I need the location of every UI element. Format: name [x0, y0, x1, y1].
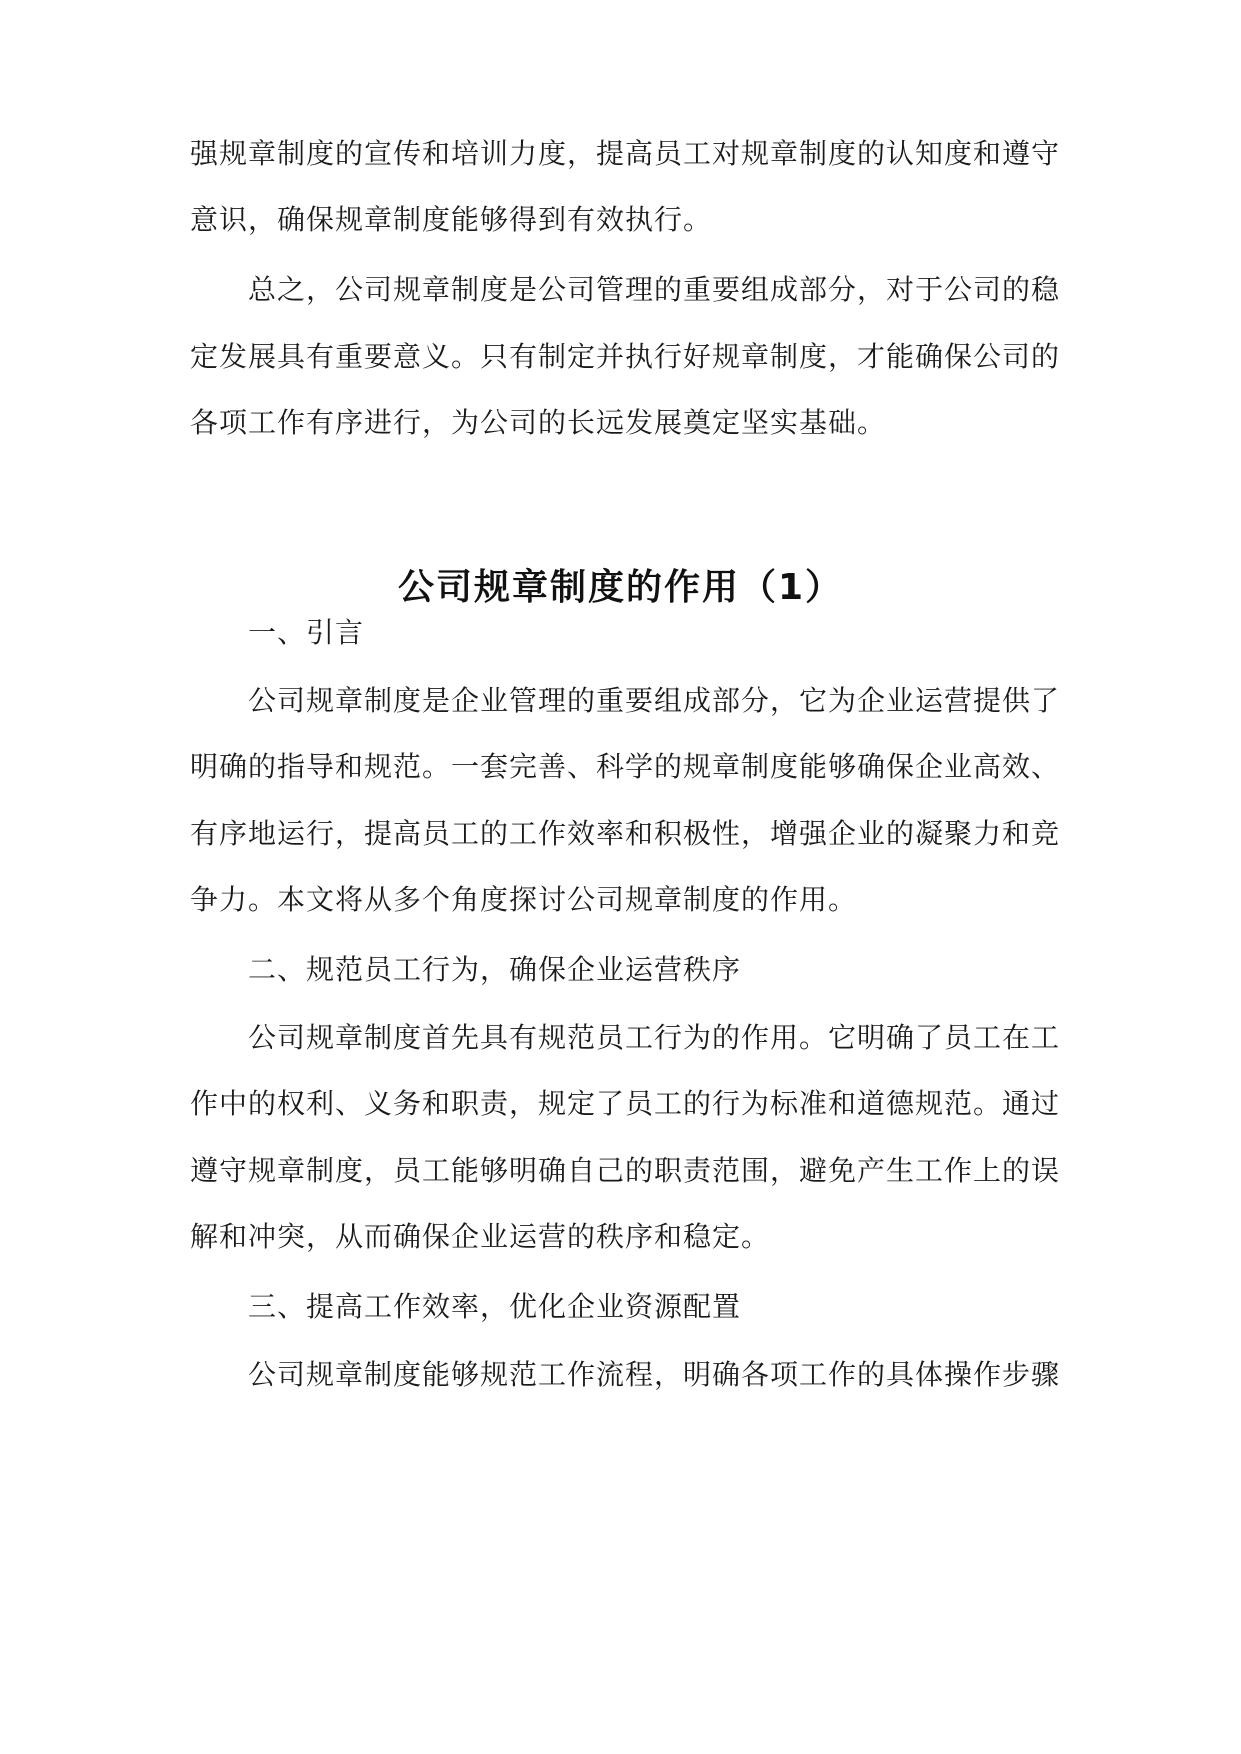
paragraph-line: 解和冲突，从而确保企业运营的秩序和稳定。	[190, 1220, 771, 1253]
paragraph-line: 强规章制度的宣传和培训力度，提高员工对规章制度的认知度和遵守	[190, 137, 1061, 170]
article-title: 公司规章制度的作用（1）	[397, 567, 844, 608]
paragraph-line: 遵守规章制度，员工能够明确自己的职责范围，避免产生工作上的误	[190, 1154, 1061, 1187]
paragraph-line: 公司规章制度是企业管理的重要组成部分，它为企业运营提供了	[248, 684, 1061, 717]
paragraph-line: 明确的指导和规范。一套完善、科学的规章制度能够确保企业高效、	[190, 750, 1061, 783]
section-heading-behavior: 二、规范员工行为，确保企业运营秩序	[248, 953, 742, 986]
section-heading-intro: 一、引言	[248, 616, 365, 649]
section-heading-efficiency: 三、提高工作效率，优化企业资源配置	[248, 1290, 742, 1323]
paragraph-line: 定发展具有重要意义。只有制定并执行好规章制度，才能确保公司的	[190, 340, 1061, 373]
paragraph-line: 意识，确保规章制度能够得到有效执行。	[190, 203, 713, 236]
paragraph-line: 争力。本文将从多个角度探讨公司规章制度的作用。	[190, 883, 858, 916]
paragraph-line: 有序地运行，提高员工的工作效率和积极性，增强企业的凝聚力和竞	[190, 817, 1061, 850]
paragraph-line: 公司规章制度能够规范工作流程，明确各项工作的具体操作步骤	[248, 1358, 1061, 1391]
paragraph-line: 各项工作有序进行，为公司的长远发展奠定坚实基础。	[190, 406, 887, 439]
paragraph-line: 作中的权利、义务和职责，规定了员工的行为标准和道德规范。通过	[190, 1087, 1061, 1120]
paragraph-line: 总之，公司规章制度是公司管理的重要组成部分，对于公司的稳	[248, 273, 1061, 306]
paragraph-line: 公司规章制度首先具有规范员工行为的作用。它明确了员工在工	[248, 1021, 1061, 1054]
